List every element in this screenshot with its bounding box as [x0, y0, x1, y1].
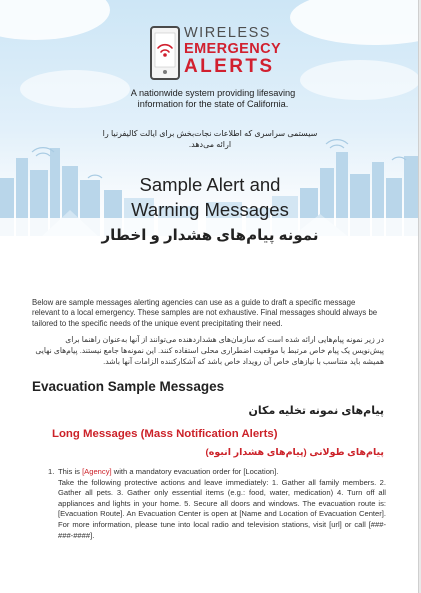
logo-line-wireless: WIRELESS: [184, 25, 271, 41]
phone-signal-icon: [150, 26, 180, 80]
page-title-farsi: نمونه پیام‌های هشدار و اخطار: [101, 227, 319, 244]
message-body: Take the following protective actions and leave immediately: 1. Gather all family members. 2. Gather all pets. 3. Gather only essential items (e.g.: food, water, medication) 4. Turn off all appliances and lights in your home. 5. Secure all doors and windows. The evacuation route is: [Evacuation Route]. An Evacuation Center is open at [Name and Location of Evacuation Center]. For more information, please tune into local radio and television stations, visit [url] or call [###-###-####].: [58, 477, 386, 540]
agency-placeholder: [Agency]: [82, 467, 112, 476]
logo-line-emergency: EMERGENCY: [184, 41, 282, 57]
evacuation-heading-farsi: پیام‌های نمونه تخلیه مکان: [248, 405, 384, 417]
wea-logo: [150, 26, 280, 82]
intro-paragraph-farsi: در زیر نمونه پیام‌هایی ارائه شده است که سازمان‌های هشداردهنده می‌توانند از آنها به‌عنوان راهنما برای پیش‌نویس یک پیام خاص مرتبط با موقعیت اضطراری محلی استفاده کنند. این نمونه‌ها جامع نیستند. پیام‌های نهایی همیشه باید متناسب با نیازهای خاص آن رویداد خاص باشد که آشکارکننده الزامات آنها باشد.: [35, 335, 384, 366]
page-title-line-1: Sample Alert and: [139, 174, 281, 195]
long-messages-heading: Long Messages (Mass Notification Alerts): [52, 428, 278, 440]
message-first-line: This is [Agency] with a mandatory evacuation order for [Location].: [58, 467, 279, 476]
page-title: [60, 172, 360, 222]
page-title-line-2: Warning Messages: [131, 199, 289, 220]
tagline-farsi: سیستمی سراسری که اطلاعات نجات‌بخش برای ایالت کالیفرنیا را ارائه می‌دهد.: [102, 129, 318, 149]
logo-line-alerts: ALERTS: [184, 56, 275, 77]
long-messages-heading-farsi: پیام‌های طولانی (پیام‌های هشدار انبوه): [205, 447, 384, 458]
evacuation-heading: Evacuation Sample Messages: [32, 379, 225, 394]
tagline: A nationwide system providing lifesaving information for the state of California.: [130, 88, 296, 109]
intro-paragraph: Below are sample messages alerting agencies can use as a guide to draft a specific message relevant to a local emergency. These samples are not exhaustive. Final messages should always be tailored to the specific needs of the unique event precipitating their need.: [32, 298, 378, 328]
sample-message-1: [48, 467, 386, 541]
list-number: 1.: [48, 467, 55, 476]
